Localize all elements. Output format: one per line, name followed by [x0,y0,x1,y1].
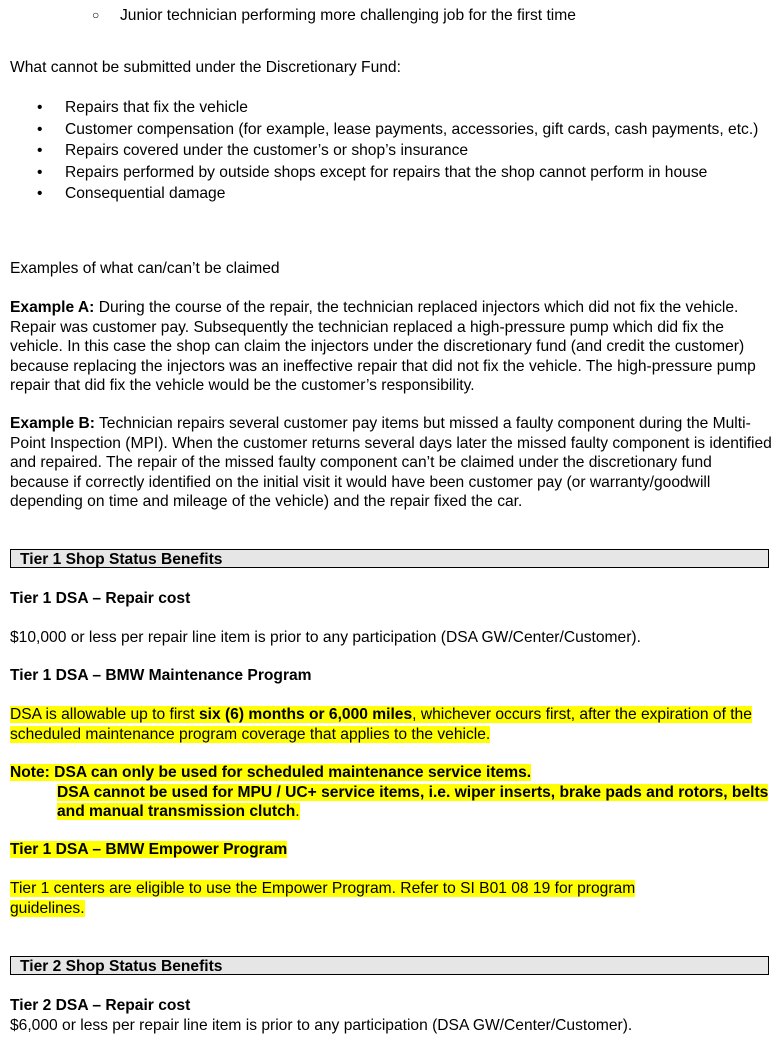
sub-bullet-text: Junior technician performing more challenging job for the first time [120,7,576,24]
tier1-maintenance-title: Tier 1 DSA – BMW Maintenance Program [10,667,312,684]
note-line-2: DSA cannot be used for MPU / UC+ service items, i.e. wiper inserts, brake pads and rotors, belts and manual transmission clutch [57,783,769,820]
tier1-empower-title: Tier 1 DSA – BMW Empower Program [10,841,288,858]
example-a-label: Example A: [10,299,95,316]
cannot-list [10,97,770,205]
list-item: • Consequential damage [10,183,770,205]
tier1-note: Note: DSA can only be used for scheduled maintenance service items. DSA cannot be used for MPU / UC+ service items, i.e. wiper inserts, brake pads and rotors, belts and manual transmission clutch. [10,764,769,820]
list-item: • Customer compensation (for example, lease payments, accessories, gift cards, cash payments, etc.) [10,119,770,141]
list-item: • Repairs performed by outside shops except for repairs that the shop cannot perform in house [10,162,770,184]
example-b-label: Example B: [10,415,95,432]
example-a [10,298,772,396]
cannot-heading: What cannot be submitted under the Discretionary Fund: [10,59,401,76]
note-line-1: Note: DSA can only be used for scheduled maintenance service items. [10,764,532,781]
tier1-repair-cost-title: Tier 1 DSA – Repair cost [10,590,191,607]
example-a-text: During the course of the repair, the technician replaced injectors which did not fix the vehicle. Repair was customer pay. Subsequently the technician replaced a high-pressure pump which did fix the vehicle. In this case the shop can claim the injectors under the discretionary fund (and credit the customer) because replacing the injectors was an ineffective repair that did not fix the vehicle. The high-pressure pump repair that did fix the vehicle would be the customer’s responsibility. [10,299,756,394]
circle-bullet-icon: ○ [92,8,100,22]
example-b [10,414,772,512]
tier1-maintenance-text: DSA is allowable up to first six (6) months or 6,000 miles, whichever occurs first, after the expiration of the scheduled maintenance program coverage that applies to the vehicle. [10,706,752,743]
list-item: • Repairs that fix the vehicle [10,97,770,119]
tier2-header: Tier 2 Shop Status Benefits [10,956,769,975]
bullet-dot-icon: • [37,120,43,138]
examples-heading: Examples of what can/can’t be claimed [10,260,280,277]
example-b-text: Technician repairs several customer pay items but missed a faulty component during the Multi-Point Inspection (MPI). When the customer returns several days later the missed faulty component is identified and repaired. The repair of the missed faulty component can’t be claimed under the discretionary fund because if correctly identified on the initial visit it would have been customer pay (or warranty/goodwill depending on time and mileage of the vehicle) and the repair fixed the car. [10,415,772,510]
bullet-dot-icon: • [37,99,43,116]
bullet-dot-icon: • [37,163,43,181]
list-item: • Repairs covered under the customer’s or shop’s insurance [10,140,770,162]
bullet-dot-icon: • [37,185,43,202]
tier2-repair-cost-text: $6,000 or less per repair line item is prior to any participation (DSA GW/Center/Customer). [10,1017,633,1034]
tier1-empower-text: Tier 1 centers are eligible to use the Empower Program. Refer to SI B01 08 19 for program guidelines. [10,880,636,917]
tier1-header: Tier 1 Shop Status Benefits [10,549,769,568]
tier1-repair-cost-text: $10,000 or less per repair line item is prior to any participation (DSA GW/Center/Customer). [10,629,641,646]
bullet-dot-icon: • [37,142,43,159]
tier2-repair-cost-title: Tier 2 DSA – Repair cost [10,997,191,1014]
